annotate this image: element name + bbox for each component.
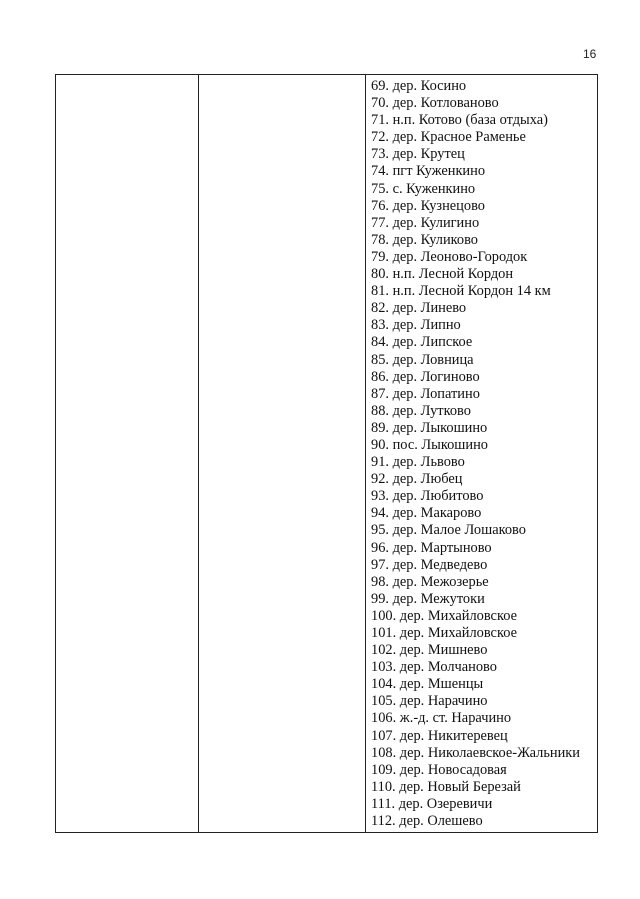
list-item: 85. дер. Ловница	[371, 351, 474, 368]
list-item: 102. дер. Мишнево	[371, 642, 488, 659]
list-item: 111. дер. Озеревичи	[371, 795, 493, 812]
list-item: 70. дер. Котлованово	[371, 95, 499, 112]
list-item: 99. дер. Межутоки	[371, 590, 485, 607]
list-item: 80. н.п. Лесной Кордон	[371, 266, 514, 283]
list-item: 101. дер. Михайловское	[371, 625, 517, 641]
list-item: 72. дер. Красное Раменье	[371, 129, 526, 146]
list-item: 90. пос. Лыкошино	[371, 436, 488, 453]
list-item: 84. дер. Липское	[371, 334, 473, 351]
list-item: 87. дер. Лопатино	[371, 385, 480, 402]
list-item: 76. дер. Кузнецово	[371, 197, 485, 214]
list-item: 103. дер. Молчаново	[371, 659, 497, 676]
page-number: 16	[583, 47, 597, 61]
list-item: 88. дер. Лутково	[371, 402, 471, 419]
list-item: 78. дер. Куликово	[371, 231, 478, 248]
list-item: 108. дер. Николаевское-Жальники	[371, 744, 580, 761]
list-item: 112. дер. Олешево	[371, 813, 483, 830]
list-item: 71. н.п. Котово (база отдыха)	[371, 112, 548, 129]
list-item: 107. дер. Никитеревец	[371, 727, 508, 744]
list-item: 106. ж.-д. ст. Нарачино	[371, 710, 512, 727]
list-item: 69. дер. Косино	[371, 78, 467, 94]
list-item: 109. дер. Новосадовая	[371, 761, 507, 778]
list-item: 92. дер. Любец	[371, 471, 463, 488]
list-item: 100. дер. Михайловское	[371, 607, 517, 624]
list-item: 105. дер. Нарачино	[371, 693, 488, 710]
list-item: 82. дер. Линево	[371, 300, 467, 317]
settlements-list	[371, 78, 595, 830]
list-item: 91. дер. Львово	[371, 454, 465, 471]
list-item: 73. дер. Крутец	[371, 146, 465, 163]
column-divider	[365, 75, 366, 832]
list-item: 77. дер. Кулигино	[371, 214, 480, 231]
list-item: 89. дер. Лыкошино	[371, 419, 488, 436]
list-item: 86. дер. Логиново	[371, 368, 480, 385]
list-item: 104. дер. Мшенцы	[371, 676, 484, 693]
list-item: 79. дер. Леоново-Городок	[371, 248, 528, 265]
list-item: 75. с. Куженкино	[371, 180, 476, 197]
list-item: 94. дер. Макарово	[371, 505, 482, 522]
list-item: 81. н.п. Лесной Кордон 14 км	[371, 283, 551, 300]
list-item: 95. дер. Малое Лошаково	[371, 522, 526, 539]
column-divider	[198, 75, 199, 832]
settlements-table	[55, 74, 598, 833]
list-item: 97. дер. Медведево	[371, 556, 488, 573]
list-item: 83. дер. Липно	[371, 317, 461, 334]
list-item: 96. дер. Мартыново	[371, 539, 492, 556]
list-item: 74. пгт Куженкино	[371, 163, 486, 180]
list-item: 93. дер. Любитово	[371, 488, 484, 505]
list-item: 98. дер. Межозерье	[371, 573, 489, 590]
list-item: 110. дер. Новый Березай	[371, 778, 521, 795]
